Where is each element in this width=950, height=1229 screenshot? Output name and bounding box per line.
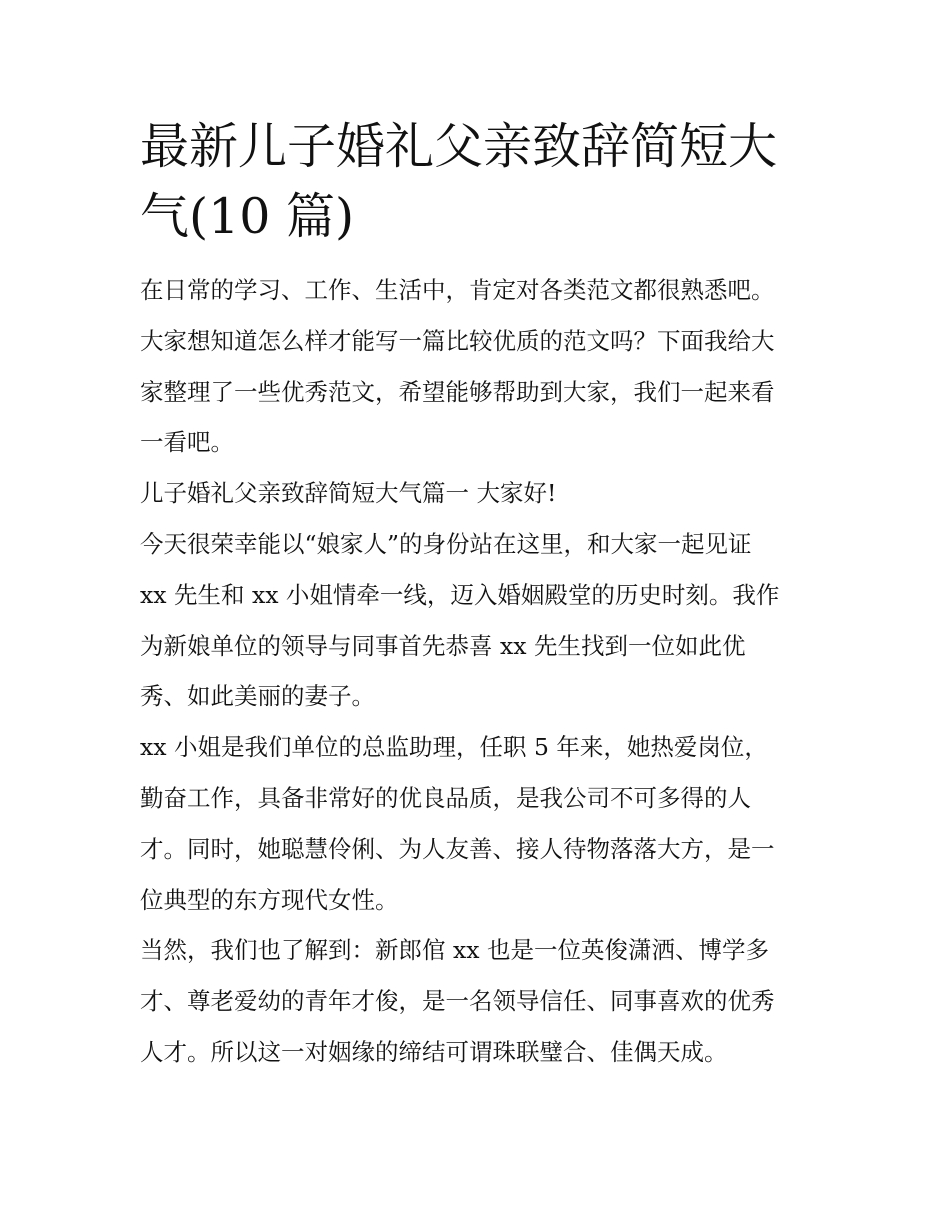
body-line: 今天很荣幸能以“娘家人”的身份站在这里，和大家一起见证 [140, 529, 752, 558]
body-line: 才、尊老爱幼的青年才俊，是一名领导信任、同事喜欢的优秀 [140, 987, 775, 1016]
body-line: 为新娘单位的领导与同事首先恭喜 xx 先生找到一位如此优 [140, 631, 746, 660]
body-line: 大家想知道怎么样才能写一篇比较优质的范文吗？下面我给大 [140, 326, 775, 355]
body-line: xx 小姐是我们单位的总监助理，任职 5 年来，她热爱岗位， [140, 733, 768, 762]
body-line: 一看吧。 [140, 428, 234, 457]
body-line: 家整理了一些优秀范文，希望能够帮助到大家，我们一起来看 [140, 377, 775, 406]
body-line: 秀、如此美丽的妻子。 [140, 682, 375, 711]
body-line: 才。同时，她聪慧伶俐、为人友善、接人待物落落大方，是一 [140, 834, 775, 863]
title-line-2: 气(10 篇) [140, 188, 355, 245]
document-content [140, 112, 816, 1078]
document-body [140, 265, 816, 1078]
body-line: 勤奋工作，具备非常好的优良品质，是我公司不可多得的人 [140, 783, 751, 812]
body-line: 在日常的学习、工作、生活中，肯定对各类范文都很熟悉吧。 [140, 276, 775, 304]
body-line: 人才。所以这一对姻缘的缔结可谓珠联璧合、佳偶天成。 [140, 1037, 728, 1066]
document-title [140, 112, 816, 252]
body-line: 位典型的东方现代女性。 [140, 885, 399, 914]
body-line: xx 先生和 xx 小姐情牵一线，迈入婚姻殿堂的历史时刻。我作 [140, 580, 780, 609]
title-line-1: 最新儿子婚礼父亲致辞简短大 [140, 118, 778, 175]
section-heading-line: 儿子婚礼父亲致辞简短大气篇一 大家好! [140, 479, 557, 508]
body-line: 当然，我们也了解到：新郎倌 xx 也是一位英俊潇洒、博学多 [140, 936, 769, 965]
